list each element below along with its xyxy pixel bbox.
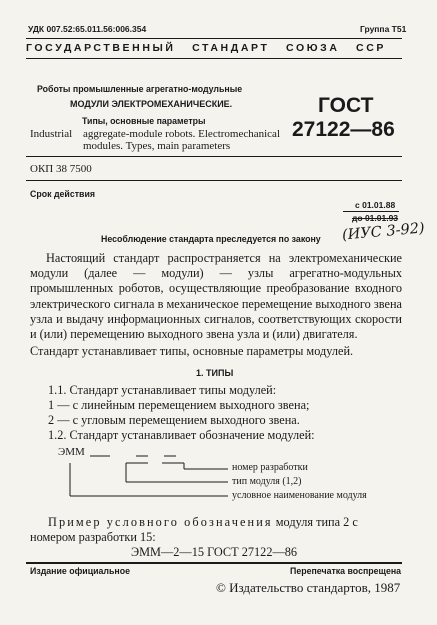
example-line-2: номером разработки 15:	[30, 530, 156, 544]
section-title-types: 1. ТИПЫ	[196, 368, 234, 378]
item-1-2: 1.2. Стандарт устанавливает обозначение модулей:	[48, 428, 315, 442]
validity-label: Срок действия	[30, 189, 95, 199]
copyright: © Издательство стандартов, 1987	[216, 580, 401, 595]
group-code: Группа Т51	[360, 24, 407, 34]
validity-from: с 01.01.88	[355, 200, 396, 210]
scope-paragraph	[30, 251, 402, 342]
handwritten-amendment-note: (ИУС 3-92)	[341, 220, 426, 244]
title-line-1: Роботы промышленные агрегатно-модульные	[37, 84, 243, 94]
example-code: ЭММ—2—15 ГОСТ 27122—86	[131, 545, 298, 559]
item-1-1: 1.1. Стандарт устанавливает типы модулей:	[48, 383, 277, 397]
example-intro-rest: модуля типа 2 с	[275, 515, 358, 529]
header-rule-bottom	[26, 58, 402, 59]
english-title-line-1: aggregate-module robots. Electromechanical	[83, 128, 280, 140]
item-type-2: 2 — с угловым перемещением выходного звена.	[48, 413, 300, 427]
item-type-1: 1 — с линейным перемещением выходного звена;	[48, 398, 310, 412]
example-intro-spaced: Пример условного обозначения	[48, 515, 273, 529]
header-rule-top	[26, 38, 402, 39]
scheme-label-name: условное наименование модуля	[232, 490, 367, 501]
validity-to: до 01.01.93	[352, 213, 399, 223]
validity-rule	[343, 211, 399, 212]
scope-paragraph-text: Настоящий стандарт распространяется на электромеханические модули (далее — модули) — узлы агрегатно-модульных промышленных роботов, осуществляющие преобразование входного электрического сигнала в механическое перемещение выходного звена узла и выдачу информационных сигналов, соответствующих скорости и (или) перемещению выходного звена узла и (или) двигателя.	[30, 251, 402, 342]
law-warning: Несоблюдение стандарта преследуется по закону	[101, 234, 321, 244]
example-intro	[48, 515, 358, 530]
gost-label: ГОСТ	[318, 94, 374, 117]
english-label: Industrial	[30, 128, 73, 140]
english-title-line-2: modules. Types, main parameters	[83, 140, 231, 152]
title-line-2: МОДУЛИ ЭЛЕКТРОМЕХАНИЧЕСКИЕ.	[70, 99, 233, 109]
scheme-code-prefix: ЭММ	[58, 446, 85, 458]
title-line-3: Типы, основные параметры	[82, 116, 206, 126]
reprint-notice: Перепечатка воспрещена	[290, 566, 402, 576]
standard-banner: ГОСУДАРСТВЕННЫЙ СТАНДАРТ СОЮЗА ССР	[26, 42, 387, 54]
okp-code: ОКП 38 7500	[30, 163, 92, 175]
okp-separator	[26, 180, 402, 181]
title-separator	[26, 156, 402, 157]
scheme-label-dev-number: номер разработки	[232, 462, 308, 473]
scheme-label-type: тип модуля (1,2)	[232, 476, 302, 487]
udk-code: УДК 007.52:65.011.56:006.354	[28, 24, 147, 34]
scope-summary: Стандарт устанавливает типы, основные параметры модулей.	[30, 344, 354, 358]
gost-number: 27122—86	[292, 118, 395, 141]
designation-scheme-diagram	[60, 450, 230, 510]
official-edition: Издание официальное	[30, 566, 130, 576]
footer-rule	[26, 562, 402, 564]
